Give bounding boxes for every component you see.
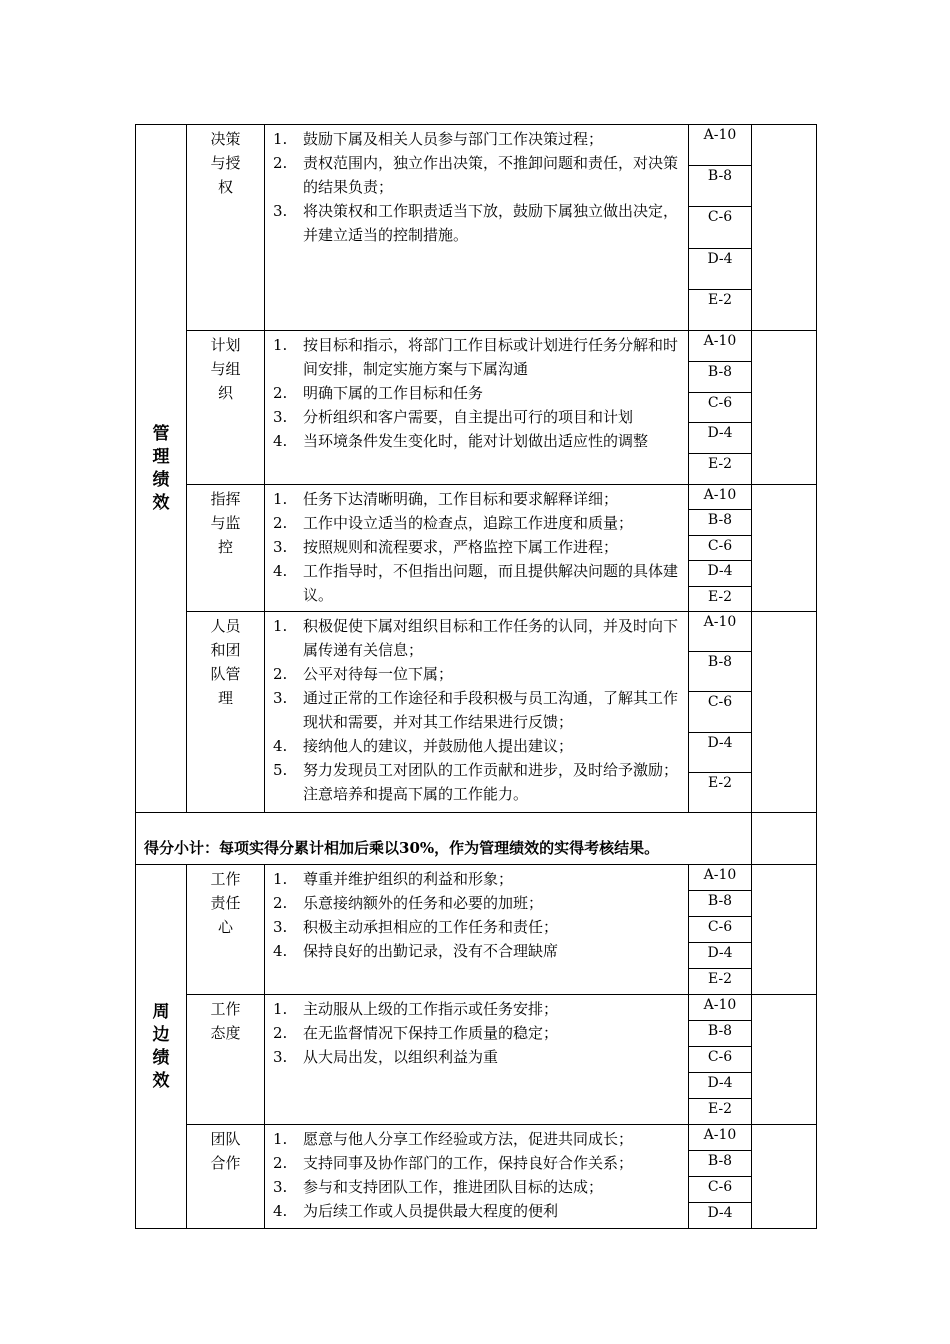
item-number: 1. (273, 336, 288, 354)
item-number: 3. (273, 918, 288, 936)
criteria-list (265, 125, 689, 331)
grade-option[interactable]: D-4 (689, 943, 751, 969)
score-cell[interactable] (752, 485, 817, 612)
grade-option[interactable]: E-2 (707, 588, 733, 605)
item-number: 1. (273, 130, 288, 148)
criterion-title: 工作责任心 (210, 870, 241, 936)
criterion-title: 人员和团队管理 (210, 617, 241, 707)
criterion-title: 指挥与监控 (210, 490, 241, 556)
score-cell[interactable] (752, 125, 817, 331)
grade-option[interactable]: B-8 (689, 652, 751, 692)
criterion-title: 计划与组织 (210, 336, 241, 402)
dimension-cell (136, 865, 187, 1229)
subtotal-row (136, 813, 817, 865)
item-number: 2. (273, 894, 288, 912)
criterion-item (273, 614, 682, 662)
criterion-item (273, 686, 682, 734)
criterion-item (273, 511, 682, 535)
item-number: 2. (273, 384, 288, 402)
criteria-list (265, 1125, 689, 1229)
grade-option[interactable]: B-8 (689, 166, 751, 207)
item-text: 公平对待每一位下属； (303, 665, 454, 683)
item-number: 4. (273, 1202, 288, 1220)
item-number: 4. (273, 737, 288, 755)
criterion-item (273, 915, 682, 939)
criterion-item (273, 758, 682, 806)
grade-option[interactable]: C-6 (689, 917, 751, 943)
grade-option[interactable]: D-4 (689, 249, 751, 290)
item-text: 鼓励下属及相关人员参与部门工作决策过程； (303, 130, 604, 148)
item-text: 积极促使下属对组织目标和工作任务的认同，并及时向下属传递有关信息； (303, 617, 679, 659)
item-number: 5. (273, 761, 288, 779)
dimension-label: 管理绩效 (152, 423, 170, 513)
item-text: 接纳他人的建议，并鼓励他人提出建议； (303, 737, 574, 755)
grade-option[interactable]: E-2 (707, 774, 733, 791)
criterion-title: 决策与授权 (210, 130, 241, 196)
item-number: 2. (273, 514, 288, 532)
item-number: 2. (273, 154, 288, 172)
item-text: 分析组织和客户需要，自主提出可行的项目和计划 (303, 408, 634, 426)
criteria-list (265, 612, 689, 813)
criterion-item (273, 997, 682, 1021)
grade-option[interactable]: A-10 (689, 1125, 751, 1151)
dimension-cell (136, 125, 187, 813)
grade-options (689, 125, 752, 331)
criterion-title-cell (187, 865, 265, 995)
subtotal-score-cell[interactable] (752, 813, 817, 865)
item-number: 3. (273, 1178, 288, 1196)
item-text: 通过正常的工作途径和手段积极与员工沟通，了解其工作现状和需要，并对其工作结果进行反馈； (303, 689, 679, 731)
criterion-title-cell (187, 1125, 265, 1229)
criterion-title-cell (187, 995, 265, 1125)
grade-option[interactable]: C-6 (689, 1047, 751, 1073)
item-number: 2. (273, 1154, 288, 1172)
item-text: 按目标和指示，将部门工作目标或计划进行任务分解和时间安排，制定实施方案与下属沟通 (303, 336, 679, 378)
criterion-item (273, 199, 682, 247)
criterion-item (273, 939, 682, 963)
item-text: 当环境条件发生变化时，能对计划做出适应性的调整 (303, 432, 649, 450)
criterion-title: 团队合作 (210, 1130, 241, 1172)
item-number: 1. (273, 1000, 288, 1018)
criterion-item (273, 662, 682, 686)
item-text: 积极主动承担相应的工作任务和责任； (303, 918, 559, 936)
item-text: 保持良好的出勤记录，没有不合理缺席 (303, 942, 559, 960)
criterion-item (273, 487, 682, 511)
grade-option[interactable]: B-8 (689, 362, 751, 393)
item-number: 2. (273, 1024, 288, 1042)
item-number: 3. (273, 538, 288, 556)
grade-options (689, 995, 752, 1125)
criteria-list (265, 995, 689, 1125)
grade-option[interactable]: C-6 (689, 1177, 751, 1203)
item-number: 3. (273, 408, 288, 426)
item-text: 尊重并维护组织的利益和形象； (303, 870, 514, 888)
item-text: 工作中设立适当的检查点，追踪工作进度和质量； (303, 514, 634, 532)
criterion-item (273, 405, 682, 429)
item-text: 工作指导时，不但指出问题，而且提供解决问题的具体建议。 (303, 562, 679, 604)
grade-option[interactable]: E-2 (707, 971, 733, 987)
grade-option[interactable]: C-6 (689, 692, 751, 732)
grade-option[interactable]: D-4 (689, 1073, 751, 1099)
criterion-title-cell (187, 485, 265, 612)
criterion-item (273, 535, 682, 559)
group-row (136, 995, 817, 1125)
grade-option[interactable]: D-4 (707, 1205, 733, 1221)
grade-option[interactable]: A-10 (689, 612, 751, 652)
criteria-list (265, 865, 689, 995)
item-number: 3. (273, 202, 288, 220)
item-number: 1. (273, 1130, 288, 1148)
item-number: 1. (273, 490, 288, 508)
item-text: 为后续工作或人员提供最大程度的便利 (303, 1202, 559, 1220)
item-number: 2. (273, 665, 288, 683)
grade-option[interactable]: D-4 (689, 733, 751, 773)
criterion-item (273, 1199, 682, 1223)
grade-option[interactable]: B-8 (689, 891, 751, 917)
criterion-title: 工作态度 (210, 1000, 241, 1042)
criterion-title-cell (187, 612, 265, 813)
criterion-item (273, 333, 682, 381)
item-text: 努力发现员工对团队的工作贡献和进步，及时给予激励；注意培养和提高下属的工作能力。 (303, 761, 679, 803)
criterion-item (273, 127, 682, 151)
item-number: 3. (273, 689, 288, 707)
criterion-item (273, 1151, 682, 1175)
grade-option[interactable]: C-6 (689, 393, 751, 424)
grade-option[interactable]: D-4 (689, 423, 751, 454)
score-cell[interactable] (752, 612, 817, 813)
criterion-item (273, 1021, 682, 1045)
criterion-item (273, 151, 682, 199)
dimension-label: 周边绩效 (152, 1001, 170, 1091)
item-text: 支持同事及协作部门的工作，保持良好合作关系； (303, 1154, 634, 1172)
item-number: 1. (273, 870, 288, 888)
item-number: 1. (273, 617, 288, 635)
criterion-item (273, 381, 682, 405)
criterion-item (273, 867, 682, 891)
item-text: 明确下属的工作目标和任务 (303, 384, 484, 402)
grade-option[interactable]: A-10 (689, 485, 751, 510)
item-text: 在无监督情况下保持工作质量的稳定； (303, 1024, 559, 1042)
group-row (136, 125, 817, 331)
grade-option[interactable]: E-2 (707, 456, 733, 473)
grade-options (689, 865, 752, 995)
grade-option[interactable]: A-10 (689, 995, 751, 1021)
criterion-item (273, 891, 682, 915)
item-text: 将决策权和工作职责适当下放，鼓励下属独立做出决定，并建立适当的控制措施。 (303, 202, 679, 244)
grade-option[interactable]: B-8 (689, 1021, 751, 1047)
criterion-item (273, 734, 682, 758)
criterion-item (273, 1127, 682, 1151)
group-row (136, 485, 817, 612)
item-text: 责权范围内，独立作出决策，不推卸问题和责任，对决策的结果负责； (303, 154, 679, 196)
grade-option[interactable]: E-2 (707, 291, 733, 308)
grade-options (689, 485, 752, 612)
grade-option[interactable]: B-8 (689, 1151, 751, 1177)
item-text: 愿意与他人分享工作经验或方法，促进共同成长； (303, 1130, 634, 1148)
item-text: 乐意接纳额外的任务和必要的加班； (303, 894, 544, 912)
grade-options (689, 1125, 752, 1229)
group-row (136, 1125, 817, 1229)
item-number: 3. (273, 1048, 288, 1066)
grade-option[interactable]: B-8 (689, 510, 751, 535)
grade-options (689, 612, 752, 813)
criterion-item (273, 429, 682, 453)
criterion-item (273, 1175, 682, 1199)
score-cell[interactable] (752, 331, 817, 485)
grade-option[interactable]: A-10 (689, 125, 751, 166)
criterion-title-cell (187, 331, 265, 485)
group-row (136, 612, 817, 813)
grade-option[interactable]: A-10 (689, 865, 751, 891)
criteria-list (265, 485, 689, 612)
item-number: 4. (273, 562, 288, 580)
criteria-list (265, 331, 689, 485)
item-text: 参与和支持团队工作，推进团队目标的达成； (303, 1178, 604, 1196)
criterion-title-cell (187, 125, 265, 331)
score-cell[interactable] (752, 995, 817, 1125)
grade-option[interactable]: D-4 (689, 561, 751, 586)
performance-evaluation-table (135, 124, 817, 1229)
item-text: 从大局出发，以组织利益为重 (303, 1048, 499, 1066)
subtotal-text: 得分小计：每项实得分累计相加后乘以30%，作为管理绩效的实得考核结果。 (136, 813, 752, 865)
criterion-item (273, 1045, 682, 1069)
group-row (136, 331, 817, 485)
group-row (136, 865, 817, 995)
score-cell[interactable] (752, 865, 817, 995)
item-text: 按照规则和流程要求，严格监控下属工作进程； (303, 538, 619, 556)
grade-option[interactable]: C-6 (689, 207, 751, 248)
grade-option[interactable]: A-10 (689, 331, 751, 362)
item-number: 4. (273, 942, 288, 960)
grade-option[interactable]: E-2 (707, 1101, 733, 1117)
item-text: 主动服从上级的工作指示或任务安排； (303, 1000, 559, 1018)
grade-options (689, 331, 752, 485)
item-text: 任务下达清晰明确，工作目标和要求解释详细； (303, 490, 619, 508)
criterion-item (273, 559, 682, 607)
score-cell[interactable] (752, 1125, 817, 1229)
item-number: 4. (273, 432, 288, 450)
grade-option[interactable]: C-6 (689, 536, 751, 561)
